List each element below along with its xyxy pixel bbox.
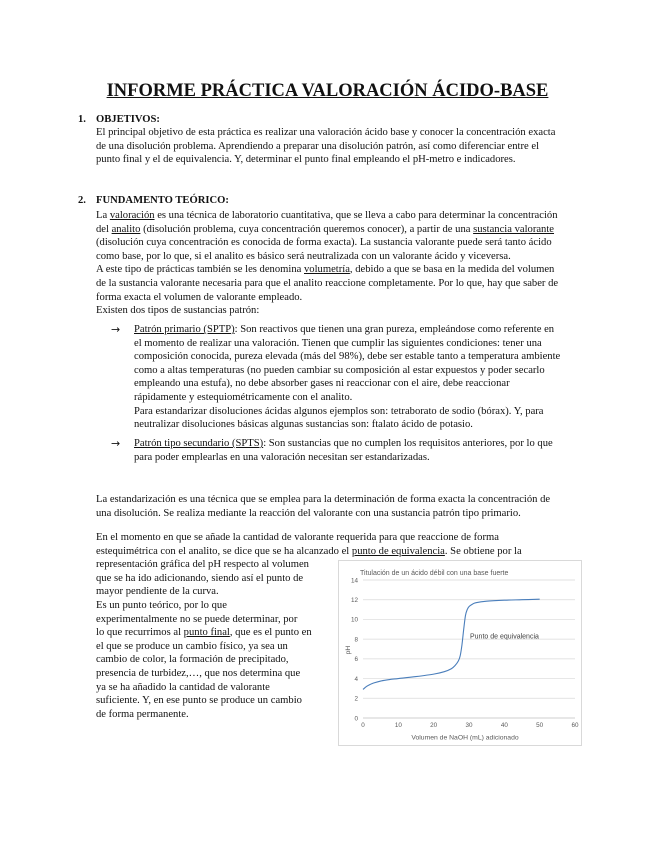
bullet-primary-standard bbox=[134, 323, 560, 432]
y-tick-label: 4 bbox=[354, 675, 358, 683]
arrow-bullet-icon: → bbox=[111, 323, 121, 336]
underlined-term: punto final bbox=[183, 627, 230, 639]
annotation-equivalence-point: Punto de equivalencia bbox=[470, 633, 539, 641]
x-tick-label: 60 bbox=[571, 722, 579, 729]
paragraph-line: cambio de color, la formación de precipitado, bbox=[96, 654, 289, 666]
paragraph-line: rápidamente y estequiométricamente con el analito. bbox=[134, 391, 353, 403]
x-tick-label: 30 bbox=[465, 722, 473, 729]
y-axis-title: pH bbox=[345, 645, 352, 655]
text-segment: estequimétrica con el analito, se dice que se ha alcanzado el bbox=[96, 545, 352, 557]
standardization-paragraph bbox=[96, 493, 550, 520]
x-axis-title: Volumen de NaOH (mL) adicionado bbox=[411, 734, 519, 742]
document-title: INFORME PRÁCTICA VALORACIÓN ÁCIDO-BASE bbox=[106, 81, 549, 101]
x-tick-label: 40 bbox=[500, 722, 508, 729]
paragraph-line: de una disolución problema. Aprendiendo a preparar una disolución patrón, así como diferenciar entre el bbox=[96, 140, 540, 152]
text-segment: (disolución problema, cuya concentración queremos conocer), a partir de una bbox=[140, 223, 474, 235]
underlined-term: Patrón primario (SPTP) bbox=[134, 324, 235, 335]
underlined-term: volumetría bbox=[304, 264, 350, 276]
y-tick-label: 6 bbox=[354, 656, 358, 664]
paragraph-line bbox=[96, 545, 522, 559]
paragraph-line: de la sustancia valorante necesaria para que el analito reaccione completamente. Por lo que, hay que saber de bbox=[96, 277, 559, 289]
paragraph-line: El principal objetivo de esta práctica es realizar una valoración ácido base y conocer la concentración exacta bbox=[96, 127, 556, 138]
text-segment: es una técnica de laboratorio cuantitativa, que se lleva a cabo para determinar la concentración bbox=[154, 210, 558, 221]
text-segment: , debido a que se basa en la medida del volumen bbox=[349, 264, 555, 276]
paragraph-line: suficiente. Y, en ese punto se produce un cambio bbox=[96, 695, 302, 707]
theory-paragraph bbox=[96, 209, 558, 318]
paragraph-line: Es un punto teórico, por lo que bbox=[96, 599, 227, 611]
paragraph-line bbox=[96, 209, 558, 223]
paragraph-line bbox=[96, 263, 558, 277]
paragraph-line: ya se ha añadido la cantidad de valorante bbox=[96, 681, 270, 693]
paragraph-line: empleando una estufa), no debe absorber gases ni reaccionar con el aire, debe reaccionar bbox=[134, 378, 510, 390]
text-segment: del bbox=[96, 223, 112, 235]
text-segment: lo que recurrimos al bbox=[96, 627, 184, 639]
chart-title: Titulación de un ácido débil con una base fuerte bbox=[360, 570, 509, 577]
x-tick-label: 10 bbox=[394, 722, 402, 729]
y-tick-label: 2 bbox=[354, 695, 358, 703]
y-tick-label: 10 bbox=[350, 616, 358, 624]
underlined-term: valoración bbox=[109, 210, 155, 221]
section-number: 2. bbox=[78, 195, 86, 206]
y-tick-label: 14 bbox=[350, 577, 358, 585]
section-heading-objectives bbox=[78, 113, 160, 127]
underlined-term: punto de equivalencia bbox=[351, 545, 445, 557]
paragraph-line: para poder emplearlas en una valoración necesitan ser estandarizadas. bbox=[134, 451, 430, 463]
paragraph-line: punto final y el de equivalencia. Y, determinar el punto final empleando el pH-metro e indicadores. bbox=[96, 154, 516, 166]
x-tick-label: 0 bbox=[361, 722, 365, 729]
paragraph-line: composición conocida, pureza elevada (más del 98%), debe ser estable tanto a temperatura ambiente bbox=[134, 351, 561, 363]
paragraph-line: de forma permanente. bbox=[96, 708, 189, 720]
text-segment: La bbox=[96, 210, 110, 221]
x-tick-label: 20 bbox=[430, 722, 438, 729]
objectives-paragraph bbox=[96, 126, 555, 167]
arrow-bullet-icon: → bbox=[111, 437, 121, 450]
text-segment: : Son reactivos que tienen una gran pureza, empleándose como referente en bbox=[234, 324, 555, 335]
underlined-term: analito bbox=[111, 223, 141, 235]
underlined-term: Patrón tipo secundario (SPTS) bbox=[134, 438, 264, 449]
paragraph-line: forma exacta el volumen de valorante empleado. bbox=[96, 291, 303, 303]
text-segment: . Se obtiene por la bbox=[444, 545, 522, 557]
underlined-term: sustancia valorante bbox=[473, 223, 555, 235]
paragraph-line: el que se produce un cambio físico, ya sea un bbox=[96, 640, 288, 652]
paragraph-line: presencia de turbidez,…, que nos determina que bbox=[96, 667, 301, 679]
paragraph-line bbox=[134, 437, 553, 451]
paragraph-line: mayor pendiente de la curva. bbox=[96, 586, 219, 598]
paragraph-line: En el momento en que se añade la cantidad de valorante requerida para que reaccione de forma bbox=[96, 532, 499, 543]
y-tick-label: 8 bbox=[354, 636, 358, 644]
section-title: FUNDAMENTO TEÓRICO: bbox=[96, 195, 229, 206]
bullet-secondary-standard bbox=[134, 437, 553, 464]
paragraph-line: que se ha ido adicionando, siendo así el punto de bbox=[96, 572, 304, 584]
y-tick-label: 12 bbox=[350, 597, 358, 605]
x-tick-label: 50 bbox=[536, 722, 544, 729]
text-segment: , que es el punto en bbox=[229, 627, 312, 639]
section-title: OBJETIVOS: bbox=[96, 114, 160, 125]
paragraph-line: (disolución cuya concentración es conocida de forma exacta). La sustancia valorante puede será tanto ácido bbox=[96, 237, 552, 249]
paragraph-line: La estandarización es una técnica que se emplea para la determinación de forma exacta la concentración de bbox=[96, 494, 551, 505]
paragraph-line: representación gráfica del pH respecto al volumen bbox=[96, 559, 309, 571]
paragraph-line: el momento de realizar una valoración. Tienen que cumplir las siguientes condiciones: tener una bbox=[134, 337, 542, 349]
paragraph-line: Para estandarizar disoluciones ácidas algunos ejemplos son: tetraborato de sodio (bórax). Y, para bbox=[134, 405, 544, 417]
titration-chart bbox=[338, 560, 582, 746]
paragraph-line: Existen dos tipos de sustancias patrón: bbox=[96, 305, 260, 317]
paragraph-line: como base, por lo que, si el analito es básico será neutralizada con un valorante ácido y viceversa. bbox=[96, 250, 511, 262]
paragraph-line bbox=[134, 323, 560, 337]
paragraph-line: neutralizar disoluciones básicas algunas sustancias son: ftalato ácido de potasio. bbox=[134, 419, 473, 431]
section-number: 1. bbox=[78, 114, 86, 125]
text-segment: A este tipo de prácticas también se les denomina bbox=[96, 264, 304, 276]
paragraph-line: experimentalmente no se puede determinar, por bbox=[96, 613, 298, 625]
section-heading-theory bbox=[78, 194, 229, 208]
paragraph-line bbox=[96, 223, 558, 237]
paragraph-line: una disolución. Se realiza mediante la reacción del valorante con una sustancia patrón tipo primario. bbox=[96, 507, 521, 519]
y-tick-label: 0 bbox=[354, 715, 358, 723]
text-segment: : Son sustancias que no cumplen los requisitos anteriores, por lo que bbox=[263, 438, 553, 449]
paragraph-line: como a altas temperaturas (no pueden cambiar su composición al estar expuestos y poder secarlo bbox=[134, 364, 545, 376]
